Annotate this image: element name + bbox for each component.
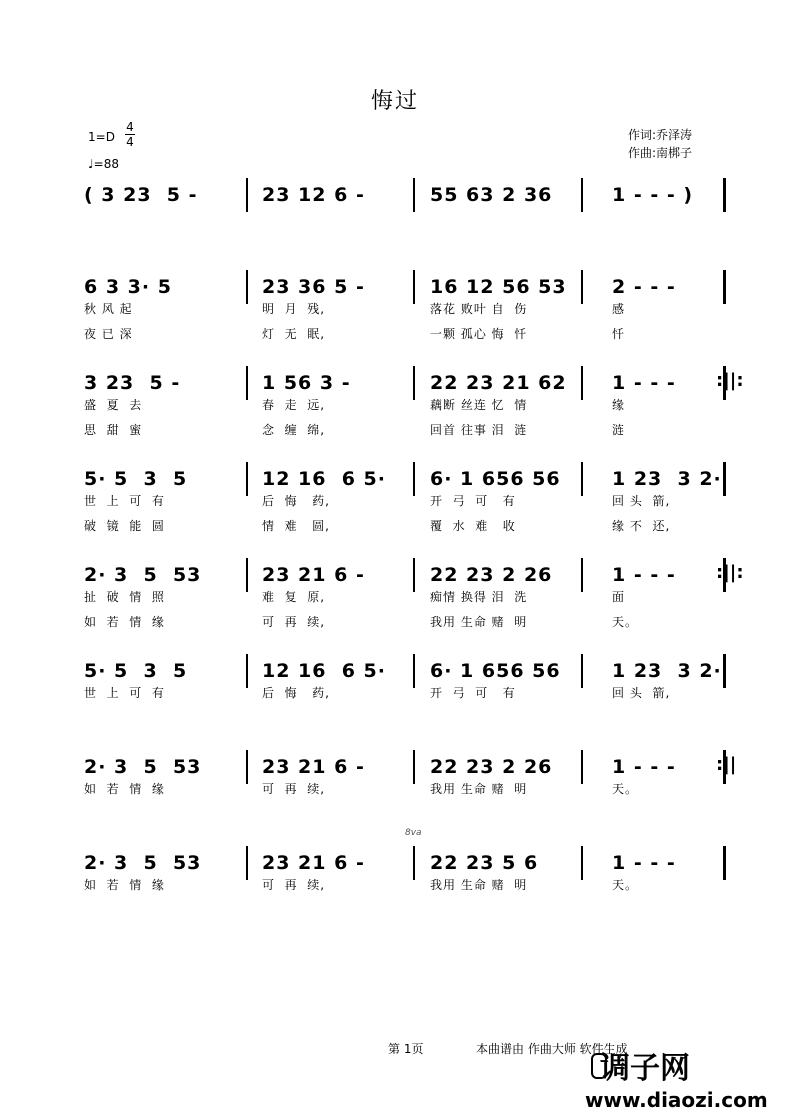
repeat-sign: :|| [716, 754, 737, 775]
barline [246, 462, 248, 496]
final-barline [723, 846, 726, 880]
measure: 12 16 6 5· [262, 468, 386, 490]
lyric-line: 覆 水 难 收 [430, 519, 516, 533]
repeat-sign: :||: [716, 562, 744, 583]
lyric-line: 感 [612, 302, 626, 316]
tempo-marking [88, 157, 119, 171]
score-row [0, 558, 790, 629]
measure: 16 12 56 53 [430, 276, 567, 298]
lyric-line: 灯 无 眠, [262, 327, 326, 341]
barline [581, 462, 583, 496]
barline [246, 178, 248, 212]
barline [246, 270, 248, 304]
measure: 22 23 2 26 [430, 756, 553, 778]
lyric-line: 回 头 箭, [612, 494, 671, 508]
lyric-line: 痴情 换得 泪 洗 [430, 590, 528, 604]
lyric-line: 一颗 孤心 悔 忏 [430, 327, 528, 341]
measure: 22 23 2 26 [430, 564, 553, 586]
measure: 6· 1 656 56 [430, 660, 561, 682]
lyric-line: 如 若 情 缘 [84, 878, 165, 892]
barline [413, 462, 415, 496]
time-sig-bottom: 4 [126, 135, 134, 149]
lyric-line: 明 月 残, [262, 302, 326, 316]
measure: 5· 5 3 5 [84, 468, 188, 490]
lyric-line: 思 甜 蜜 [84, 423, 143, 437]
measure: 22 23 21 62 [430, 372, 567, 394]
barline [413, 750, 415, 784]
repeat-sign: :||: [716, 370, 744, 391]
barline [581, 558, 583, 592]
measure: 2 - - - [612, 276, 676, 298]
lyric-line: 情 难 圆, [262, 519, 330, 533]
final-barline [723, 462, 726, 496]
lyric-line: 扯 破 情 照 [84, 590, 165, 604]
barline [581, 654, 583, 688]
barline [581, 178, 583, 212]
score-row [0, 462, 790, 533]
lyric-line: 可 再 续, [262, 782, 326, 796]
measure: 23 21 6 - [262, 852, 365, 874]
lyric-line: 回首 往事 泪 涟 [430, 423, 528, 437]
final-barline [723, 270, 726, 304]
measure: 1 - - - [612, 372, 676, 394]
barline [413, 846, 415, 880]
lyric-line: 面 [612, 590, 626, 604]
tempo-value: =88 [93, 157, 119, 171]
barline [413, 558, 415, 592]
measure: 23 36 5 - [262, 276, 365, 298]
generator-note: 本曲谱由 作曲大师 软件生成 [476, 1042, 628, 1056]
lyric-line: 世 上 可 有 [84, 686, 165, 700]
lyric-line: 开 弓 可 有 [430, 494, 516, 508]
measure: 23 21 6 - [262, 756, 365, 778]
barline [413, 654, 415, 688]
measure: 1 23 3 2· [612, 660, 722, 682]
measure: 55 63 2 36 [430, 184, 553, 206]
barline [581, 750, 583, 784]
barline [246, 558, 248, 592]
score-row [0, 846, 790, 892]
barline [246, 846, 248, 880]
composer-credit: 作曲:南梆子 [628, 146, 693, 160]
lyric-line: 天。 [612, 782, 639, 796]
measure: 1 23 3 2· [612, 468, 722, 490]
score-row [0, 366, 790, 437]
time-sig-top: 4 [126, 120, 134, 134]
barline [413, 178, 415, 212]
measure: 6 3 3· 5 [84, 276, 172, 298]
measure: 1 - - - ) [612, 184, 694, 206]
lyric-line: 天。 [612, 615, 639, 629]
lyric-line: 我用 生命 赌 明 [430, 782, 528, 796]
measure: 12 16 6 5· [262, 660, 386, 682]
lyric-line: 夜 已 深 [84, 327, 133, 341]
lyric-line: 忏 [612, 327, 626, 341]
watermark-url: www.diaozi.com [585, 1088, 768, 1112]
barline [246, 366, 248, 400]
measure: 3 23 5 - [84, 372, 181, 394]
barline [581, 366, 583, 400]
measure: 1 - - - [612, 564, 676, 586]
measure: 2· 3 5 53 [84, 756, 202, 778]
measure: 23 12 6 - [262, 184, 365, 206]
lyric-line: 如 若 情 缘 [84, 615, 165, 629]
quarter-note-icon: ♩ [88, 157, 94, 171]
time-signature [125, 120, 135, 149]
lyric-line: 难 复 原, [262, 590, 326, 604]
measure: 22 23 5 6 [430, 852, 539, 874]
lyric-line: 藕断 丝连 忆 情 [430, 398, 528, 412]
ottava-mark: 8va [405, 828, 422, 838]
lyric-line: 盛 夏 去 [84, 398, 143, 412]
lyric-line: 春 走 远, [262, 398, 326, 412]
lyric-line: 落花 败叶 自 伤 [430, 302, 528, 316]
measure: 1 56 3 - [262, 372, 351, 394]
score-row [0, 178, 790, 218]
lyric-line: 缘 [612, 398, 626, 412]
lyric-line: 后 悔 药, [262, 494, 330, 508]
lyric-line: 回 头 箭, [612, 686, 671, 700]
lyric-line: 世 上 可 有 [84, 494, 165, 508]
lyric-line: 后 悔 药, [262, 686, 330, 700]
lyric-line: 涟 [612, 423, 626, 437]
measure: 5· 5 3 5 [84, 660, 188, 682]
measure: 6· 1 656 56 [430, 468, 561, 490]
lyric-line: 开 弓 可 有 [430, 686, 516, 700]
measure: 1 - - - [612, 852, 676, 874]
lyric-line: 缘 不 还, [612, 519, 671, 533]
final-barline [723, 654, 726, 688]
score-row [0, 750, 790, 796]
barline [581, 270, 583, 304]
lyric-line: 破 镜 能 圆 [84, 519, 165, 533]
lyricist-credit: 作词:乔泽涛 [628, 128, 693, 142]
lyric-line: 秋 风 起 [84, 302, 133, 316]
key-signature: 1=D [88, 130, 115, 144]
lyric-line: 念 缠 绵, [262, 423, 326, 437]
measure: 23 21 6 - [262, 564, 365, 586]
barline [413, 270, 415, 304]
measure: 2· 3 5 53 [84, 564, 202, 586]
lyric-line: 我用 生命 赌 明 [430, 878, 528, 892]
barline [581, 846, 583, 880]
score-row [0, 270, 790, 341]
watermark-logo: 调子网 [600, 1051, 690, 1086]
barline [246, 750, 248, 784]
lyric-line: 可 再 续, [262, 615, 326, 629]
score-row [0, 654, 790, 700]
song-title: 悔过 [370, 89, 419, 114]
lyric-line: 天。 [612, 878, 639, 892]
barline [413, 366, 415, 400]
lyric-line: 我用 生命 赌 明 [430, 615, 528, 629]
lyric-line: 如 若 情 缘 [84, 782, 165, 796]
barline [246, 654, 248, 688]
measure: 1 - - - [612, 756, 676, 778]
page-number: 第 1页 [388, 1042, 424, 1056]
final-barline [723, 178, 726, 212]
measure: ( 3 23 5 - [84, 184, 198, 206]
measure: 2· 3 5 53 [84, 852, 202, 874]
lyric-line: 可 再 续, [262, 878, 326, 892]
